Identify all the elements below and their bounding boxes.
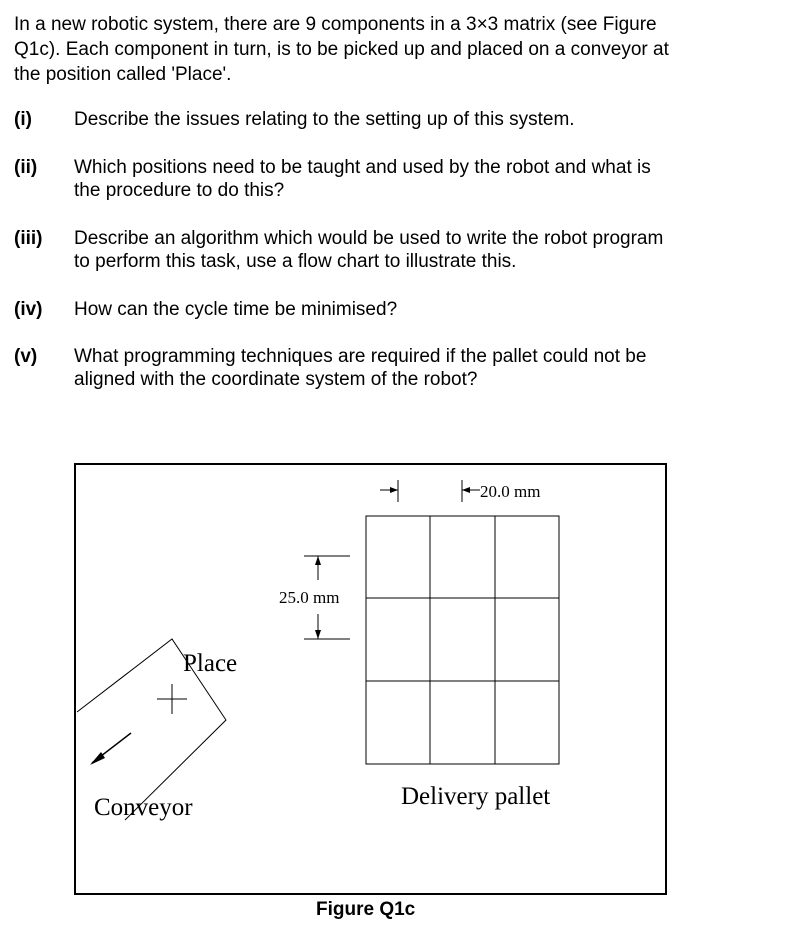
pallet-grid <box>366 516 559 764</box>
question-number: (iii) <box>14 228 43 249</box>
question-text: What programming techniques are required if the pallet could not be aligned with the coordinate system of the robot? <box>74 346 647 390</box>
question-text: Describe the issues relating to the setting up of this system. <box>74 109 575 130</box>
dimension-20mm <box>380 480 540 502</box>
dimension-25mm <box>279 556 350 639</box>
question-text: How can the cycle time be minimised? <box>74 299 398 320</box>
question-number: (ii) <box>14 157 38 178</box>
dimension-25mm-label: 25.0 mm <box>279 588 340 607</box>
pallet-outline <box>366 516 559 764</box>
question-number: (v) <box>14 346 38 367</box>
place-label: Place <box>183 650 238 677</box>
figure-caption: Figure Q1c <box>316 899 416 920</box>
question-text: Describe an algorithm which would be used to write the robot program to perform this task, use a flow chart to illustrate this. <box>74 228 664 272</box>
dimension-20mm-label: 20.0 mm <box>480 482 541 501</box>
pallet-label: Delivery pallet <box>401 783 551 810</box>
question-text: Which positions need to be taught and used by the robot and what is the procedure to do this? <box>74 157 651 201</box>
question-number: (i) <box>14 109 32 130</box>
intro-paragraph: In a new robotic system, there are 9 components in a 3×3 matrix (see Figure Q1c). Each component in turn, is to be picked up and placed on a conveyor at the position called 'Place'. <box>14 14 669 85</box>
figure-frame <box>75 464 666 894</box>
conveyor <box>77 639 237 821</box>
conveyor-label: Conveyor <box>94 794 193 821</box>
question-number: (iv) <box>14 299 43 320</box>
